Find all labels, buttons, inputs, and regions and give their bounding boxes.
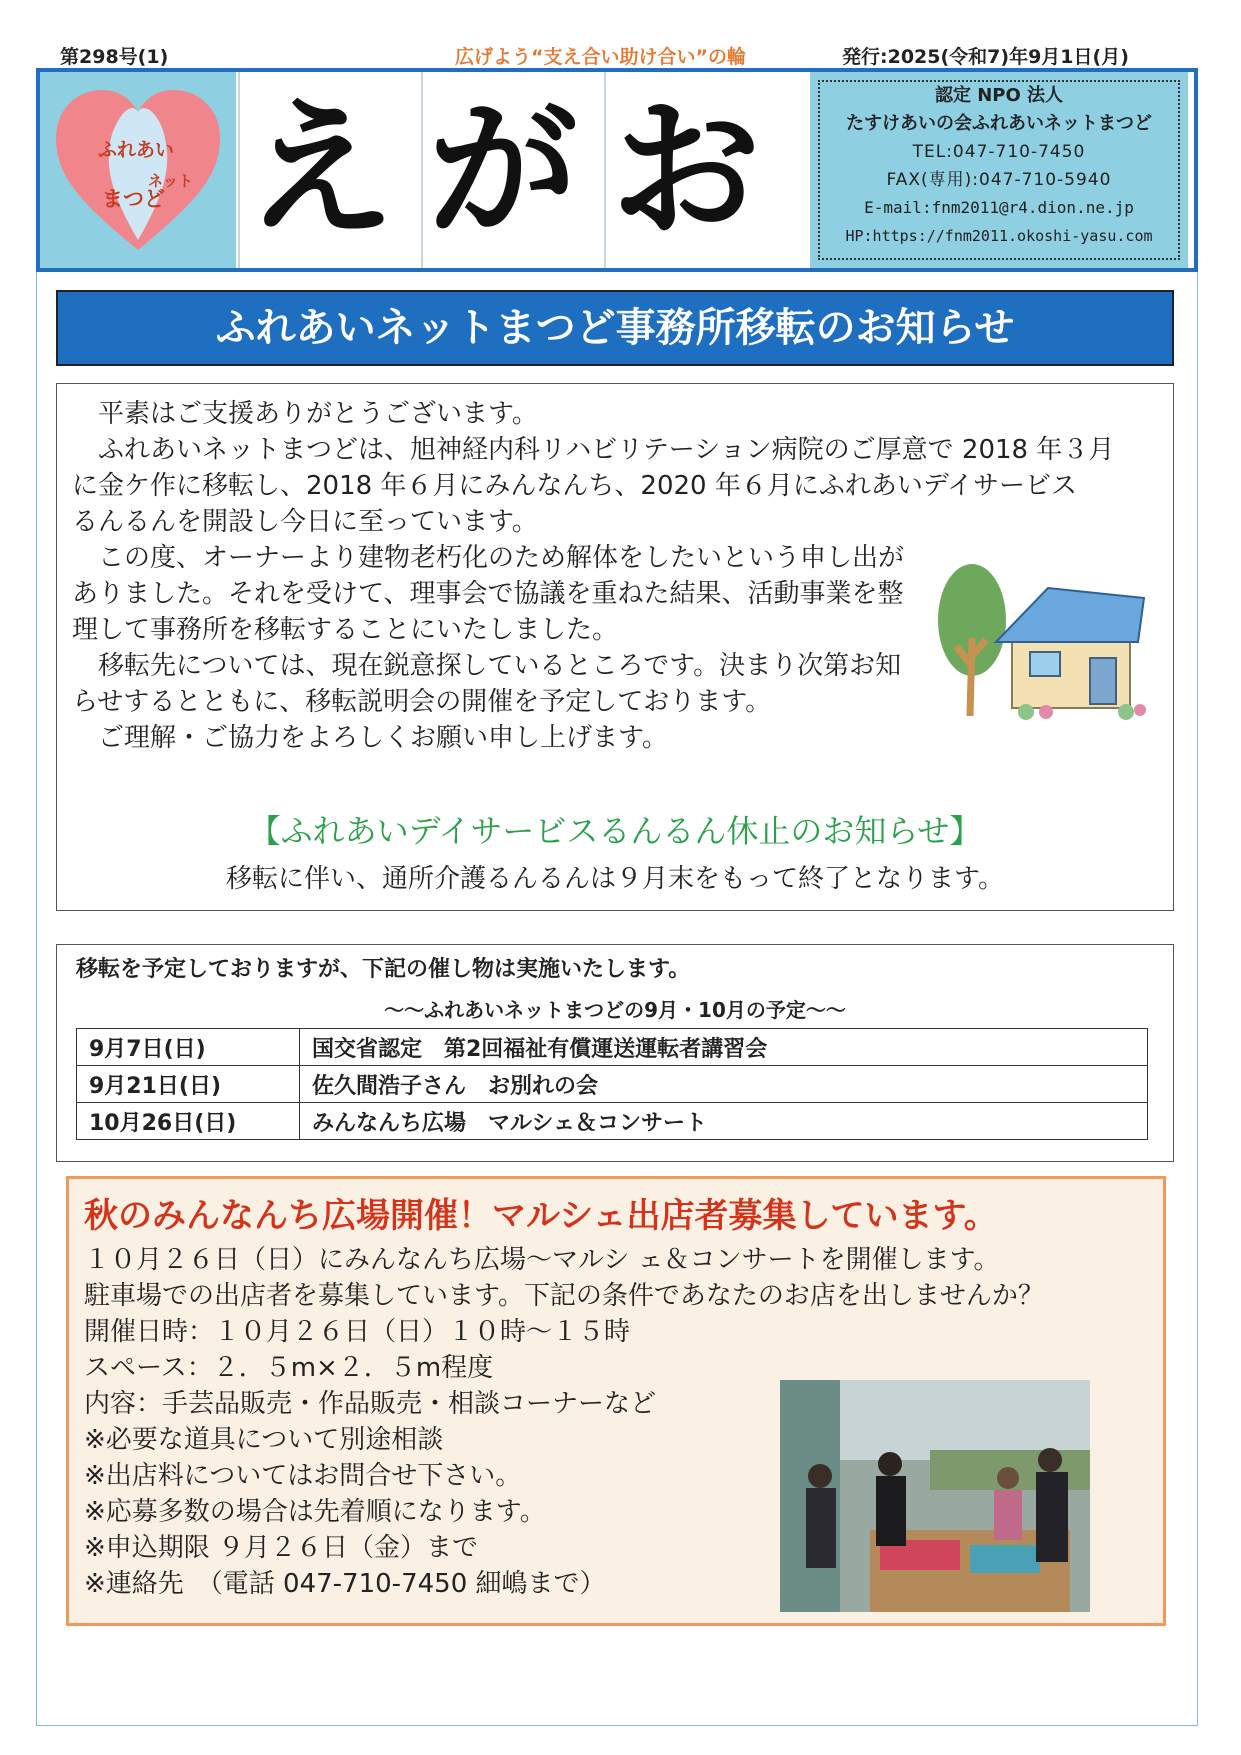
table-row xyxy=(77,1103,1148,1140)
schedule-date: 9月21日(日) xyxy=(77,1066,300,1103)
schedule-event: みんなんち広場 マルシェ＆コンサート xyxy=(300,1103,1148,1140)
logo xyxy=(40,72,236,268)
notice-line: 理して事務所を移転することにいたしました。 xyxy=(72,615,619,645)
marche-line: スペース：２．５m×２．５m程度 xyxy=(84,1353,494,1383)
marche-heading: 秋のみんなんち広場開催！マルシェ出店者募集しています。 xyxy=(84,1196,998,1236)
marche-line: ※応募多数の場合は先着順になります。 xyxy=(84,1497,546,1527)
schedule-intro: 移転を予定しておりますが、下記の催し物は実施いたします。 xyxy=(76,957,691,982)
schedule-event: 国交省認定 第2回福祉有償運送運転者講習会 xyxy=(300,1029,1148,1066)
publish-date: 発行:2025(令和7)年9月1日(月) xyxy=(842,46,1129,68)
marche-line: ※必要な道具について別途相談 xyxy=(84,1425,444,1455)
notice-line: ふれあいネットまつどは、旭神経内科リハビリテーション病院のご厚意で 2018 年３月 xyxy=(72,435,1115,465)
market-photo-icon xyxy=(780,1380,1090,1612)
notice-line: らせするとともに、移転説明会の開催を予定しております。 xyxy=(72,687,772,717)
suspend-text: 移転に伴い、通所介護るんるんは９月末をもって終了となります。 xyxy=(226,864,1004,894)
house-illustration xyxy=(930,546,1152,724)
title-char-ga: が xyxy=(421,72,583,268)
notice-line: 移転先については、現在鋭意探しているところです。決まり次第お知 xyxy=(72,651,902,681)
org-name: たすけあいの会ふれあいネットまつど xyxy=(846,113,1152,134)
contact-info xyxy=(818,80,1180,260)
table-row xyxy=(77,1029,1148,1066)
schedule-date: 9月7日(日) xyxy=(77,1029,300,1066)
notice-title: ふれあいネットまつど事務所移転のお知らせ xyxy=(56,290,1174,366)
tel: TEL:047-710-7450 xyxy=(912,142,1086,162)
logo-text-line3: まつど xyxy=(102,187,165,211)
heart-logo-icon xyxy=(40,72,236,268)
notice-line: るんるんを開設し今日に至っています。 xyxy=(72,507,538,537)
notice-line: 平素はご支援ありがとうございます。 xyxy=(72,399,538,429)
notice-line: ありました。それを受けて、理事会で協議を重ねた結果、活動事業を整 xyxy=(72,579,904,609)
notice-line: この度、オーナーより建物老朽化のため解体をしたいという申し出が xyxy=(72,543,905,573)
fax: FAX(専用):047-710-5940 xyxy=(886,170,1112,190)
house-icon xyxy=(930,546,1152,724)
suspend-heading: 【ふれあいデイサービスるんるん休止のお知らせ】 xyxy=(248,812,982,850)
notice-line: に金ケ作に移転し、2018 年６月にみんなんち、2020 年６月にふれあいデイサービス xyxy=(72,471,1078,501)
slogan: 広げよう“支え合い助け合い”の輪 xyxy=(455,46,746,68)
marche-photo xyxy=(780,1380,1090,1612)
homepage-link[interactable]: HP:https://fnm2011.okoshi-yasu.com xyxy=(845,227,1153,245)
marche-line: 駐車場での出店者を募集しています。下記の条件であなたのお店を出しませんか？ xyxy=(84,1281,1044,1311)
notice-line: ご理解・ご協力をよろしくお願い申し上げます。 xyxy=(72,723,668,753)
title-char-o: お xyxy=(604,72,766,268)
logo-text-line1: ふれあい xyxy=(98,139,175,161)
logo-text-line2: ネット xyxy=(148,172,194,190)
marche-line: ※出店料についてはお問合せ下さい。 xyxy=(84,1461,522,1491)
schedule-subtitle: ～～ふれあいネットまつどの9月・10月の予定～～ xyxy=(384,998,846,1022)
schedule-table xyxy=(76,1028,1148,1140)
marche-line: １０月２６日（日）にみんなんち広場～マルシ ェ＆コンサートを開催します。 xyxy=(84,1245,1000,1275)
marche-line: ※申込期限 ９月２６日（金）まで xyxy=(84,1533,479,1563)
schedule-date: 10月26日(日) xyxy=(77,1103,300,1140)
table-row xyxy=(77,1066,1148,1103)
marche-line: ※連絡先 （電話 047-710-7450 細嶋まで） xyxy=(84,1569,606,1599)
title-char-e: え xyxy=(238,72,400,268)
org-type: 認定 NPO 法人 xyxy=(934,85,1064,106)
marche-line: 開催日時：１０月２６日（日）１０時～１５時 xyxy=(84,1317,631,1347)
email-link[interactable]: E-mail:fnm2011@r4.dion.ne.jp xyxy=(864,198,1134,217)
marche-line: 内容：手芸品販売・作品販売・相談コーナーなど xyxy=(84,1389,657,1419)
schedule-event: 佐久間浩子さん お別れの会 xyxy=(300,1066,1148,1103)
issue-number: 第298号(1) xyxy=(60,46,169,68)
